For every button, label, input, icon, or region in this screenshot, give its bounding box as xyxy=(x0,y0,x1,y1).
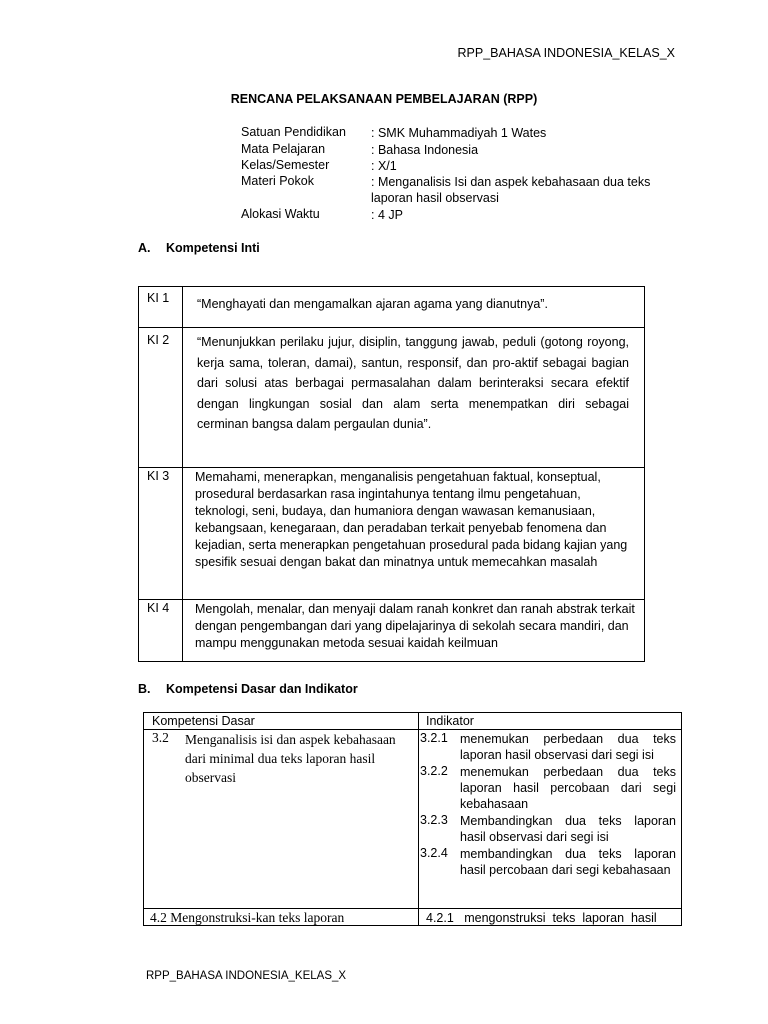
section-title: Kompetensi Dasar dan Indikator xyxy=(166,682,358,696)
ki-label: KI 1 xyxy=(147,291,170,305)
info-label: Materi Pokok xyxy=(241,174,314,188)
info-value: : 4 JP xyxy=(371,208,403,222)
info-value: : Menganalisis Isi dan aspek kebahasaan dua teks laporan hasil observasi xyxy=(371,175,651,205)
table-divider xyxy=(182,287,183,661)
info-value: : Bahasa Indonesia xyxy=(371,143,479,157)
section-number: B. xyxy=(138,682,151,696)
info-value: : SMK Muhammadiyah 1 Wates xyxy=(371,126,547,140)
info-label: Mata Pelajaran xyxy=(241,142,326,156)
kd-table xyxy=(143,712,682,926)
indicator-column-header: Indikator xyxy=(426,714,474,728)
ki-label: KI 2 xyxy=(147,333,170,347)
kd-column-header: Kompetensi Dasar xyxy=(152,714,255,728)
kd-number: 3.2 xyxy=(152,730,169,745)
page-header: RPP_BAHASA INDONESIA_KELAS_X xyxy=(457,46,675,60)
section-number: A. xyxy=(138,241,151,255)
indicator-text: membandingkan dua teks laporan hasil percobaan dari segi kebahasaan xyxy=(460,847,676,877)
ki-text: “Menghayati dan mengamalkan ajaran agama yang dianutnya”. xyxy=(197,297,548,311)
table-divider xyxy=(139,327,644,328)
table-divider xyxy=(418,713,419,925)
indicator-text: 4.2.1 mengonstruksi teks laporan hasil xyxy=(426,911,657,925)
section-b-heading xyxy=(138,682,358,696)
ki-table xyxy=(138,286,645,662)
section-a-heading xyxy=(138,241,260,255)
kd-text: 4.2 Mengonstruksi-kan teks laporan xyxy=(150,910,345,925)
indicator-text: menemukan perbedaan dua teks laporan hasil observasi dari segi isi xyxy=(460,732,676,762)
ki-text: “Menunjukkan perilaku jujur, disiplin, tanggung jawab, peduli (gotong royong, kerja sama, toleran, damai), santun, responsif, dan pro-aktif sebagai bagian dari solusi atas berbagai permasalahan dalam berinteraksi secara efektif dengan lingkungan sosial dan alam serta menempatkan diri sebagai cerminan bangsa dalam pergaulan dunia”. xyxy=(197,335,629,431)
indicator-text: menemukan perbedaan dua teks laporan hasil percobaan dari segi kebahasaan xyxy=(460,765,676,811)
ki-text: Memahami, menerapkan, menganalisis pengetahuan faktual, konseptual, prosedural berdasarkan rasa ingintahunya tentang ilmu pengetahuan, teknologi, seni, budaya, dan humaniora dengan wawasan kemanusiaan, kebangsaan, kenegaraan, dan peradaban terkait penyebab fenomena dan kejadian, serta menerapkan pengetahuan prosedural pada bidang kajian yang spesifik sesuai dengan bakat dan minatnya untuk memecahkan masalah xyxy=(195,470,628,569)
indicator-number: 3.2.3 xyxy=(420,813,448,827)
info-label: Satuan Pendidikan xyxy=(241,125,346,139)
indicator-number: 3.2.2 xyxy=(420,764,448,778)
section-title: Kompetensi Inti xyxy=(166,241,260,255)
ki-text: Mengolah, menalar, dan menyaji dalam ranah konkret dan ranah abstrak terkait dengan pengembangan dari yang dipelajarinya di sekolah secara mandiri, dan mampu menggunakan metoda sesuai kaidah keilmuan xyxy=(195,602,635,650)
info-label: Alokasi Waktu xyxy=(241,207,320,221)
ki-label: KI 4 xyxy=(147,601,170,615)
indicator-number: 3.2.1 xyxy=(420,731,448,745)
info-label: Kelas/Semester xyxy=(241,158,330,172)
table-divider xyxy=(144,908,681,909)
indicator-number: 3.2.4 xyxy=(420,846,448,860)
kd-text: Menganalisis isi dan aspek kebahasaan dari minimal dua teks laporan hasil observasi xyxy=(185,732,396,785)
indicator-text: Membandingkan dua teks laporan hasil observasi dari segi isi xyxy=(460,814,676,844)
info-value: : X/1 xyxy=(371,159,397,173)
document-title: RENCANA PELAKSANAAN PEMBELAJARAN (RPP) xyxy=(230,92,538,106)
table-divider xyxy=(139,599,644,600)
page-footer: RPP_BAHASA INDONESIA_KELAS_X xyxy=(146,970,347,982)
table-divider xyxy=(139,467,644,468)
ki-label: KI 3 xyxy=(147,469,170,483)
